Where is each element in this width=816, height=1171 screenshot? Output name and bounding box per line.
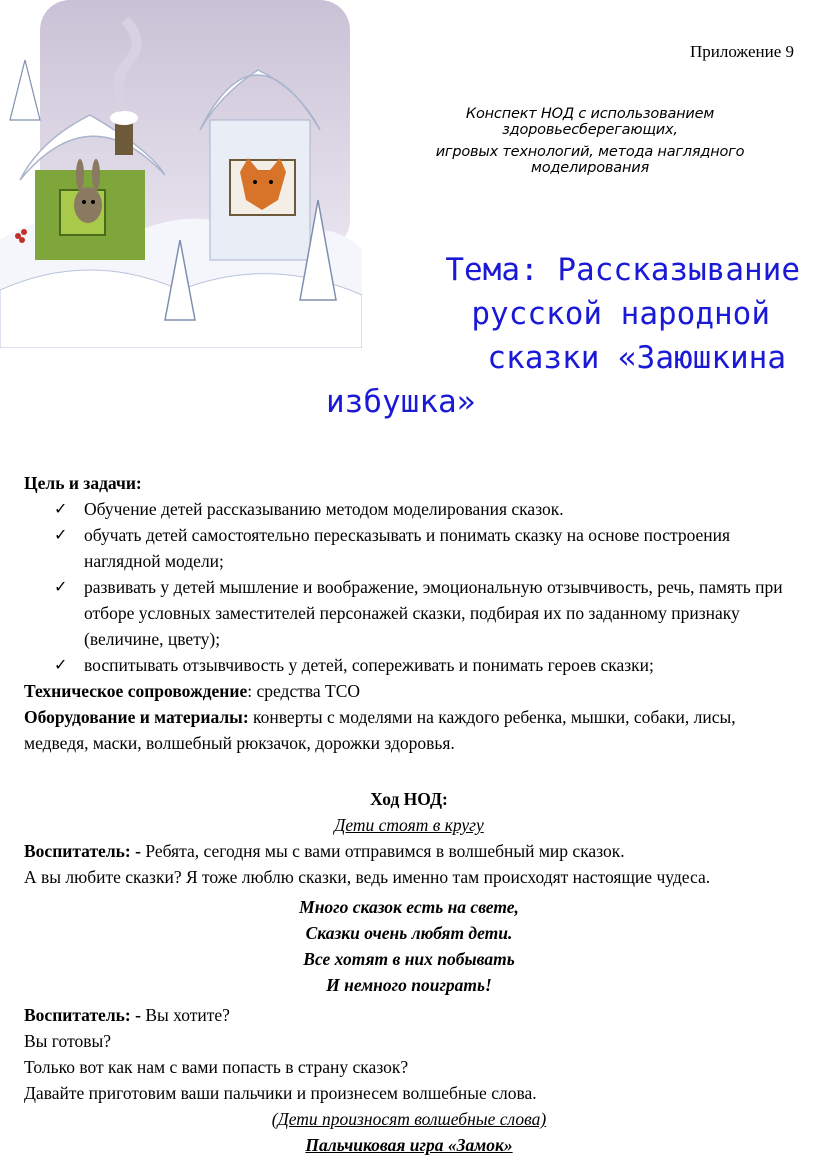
poem-line: И немного поиграть! bbox=[326, 975, 492, 995]
poem-line: Все хотят в них побывать bbox=[303, 949, 515, 969]
goals-list bbox=[24, 496, 794, 678]
check-icon: ✓ bbox=[54, 655, 68, 674]
goal-item: ✓ Обучение детей рассказыванию методом моделирования сказок. bbox=[24, 496, 794, 522]
teacher-line-1: Воспитатель: - Ребята, сегодня мы с вами отправимся в волшебный мир сказок. bbox=[24, 841, 625, 861]
poem-line: Сказки очень любят дети. bbox=[305, 923, 513, 943]
note-line: (Дети произносят волшебные слова) bbox=[271, 1109, 547, 1129]
goal-item: ✓ обучать детей самостоятельно пересказывать и понимать сказку на основе построения наглядной модели; bbox=[24, 522, 794, 574]
theme-line-4: избушка» bbox=[326, 384, 476, 420]
goals-heading: Цель и задачи: bbox=[24, 473, 142, 493]
course-heading: Ход НОД: bbox=[370, 789, 448, 809]
document-body bbox=[24, 470, 794, 1158]
check-icon: ✓ bbox=[54, 499, 68, 518]
theme-line-3: сказки «Заюшкина bbox=[487, 340, 786, 376]
poem-line: Много сказок есть на свете, bbox=[299, 897, 519, 917]
konspekt-line-1: Конспект НОД с использованием здоровьесберегающих, bbox=[465, 106, 715, 138]
text-line: Вы готовы? bbox=[24, 1031, 112, 1051]
tech-support: Техническое сопровождение: средства ТСО bbox=[24, 681, 361, 701]
theme-title bbox=[320, 248, 800, 424]
teacher-line-2: Воспитатель: - Вы хотите? bbox=[24, 1005, 230, 1025]
course-subheading: Дети стоят в кругу bbox=[334, 815, 484, 835]
theme-line-1: Тема: Рассказывание bbox=[445, 252, 800, 288]
text-line: А вы любите сказки? Я тоже люблю сказки, ведь именно там происходят настоящие чудеса. bbox=[24, 867, 711, 887]
text-line: Давайте приготовим ваши пальчики и произнесем волшебные слова. bbox=[24, 1083, 537, 1103]
appendix-label: Приложение 9 bbox=[690, 42, 794, 61]
winter-hut-hare-fox-illustration bbox=[0, 0, 362, 348]
equipment: Оборудование и материалы: конверты с моделями на каждого ребенка, мышки, собаки, лисы, медведя, маски, волшебный рюкзачок, дорожки здоровья. bbox=[24, 707, 736, 753]
check-icon: ✓ bbox=[54, 525, 68, 544]
konspekt-line-2: игровых технологий, метода наглядного моделирования bbox=[435, 144, 745, 176]
finger-game-title: Пальчиковая игра «Замок» bbox=[305, 1135, 513, 1155]
theme-line-2: русской народной bbox=[471, 296, 770, 332]
goal-item: ✓ воспитывать отзывчивость у детей, сопереживать и понимать героев сказки; bbox=[24, 652, 794, 678]
check-icon: ✓ bbox=[54, 577, 68, 596]
text-line: Только вот как нам с вами попасть в страну сказок? bbox=[24, 1057, 409, 1077]
goal-item: ✓ развивать у детей мышление и воображение, эмоциональную отзывчивость, речь, память при отборе условных заместителей персонажей сказки, подбирая их по заданному признаку (величине, цвету); bbox=[24, 574, 794, 652]
